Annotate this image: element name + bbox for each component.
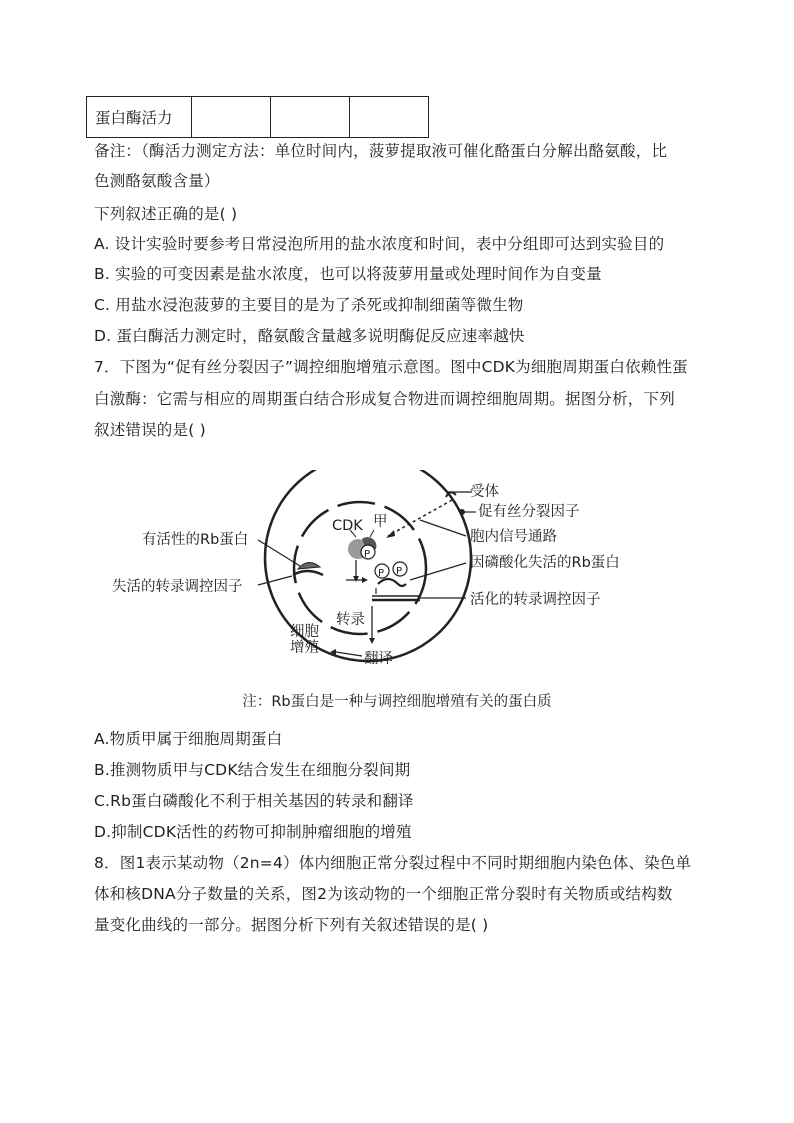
table-cell [271, 97, 350, 138]
jia-pointer [370, 530, 374, 537]
phosphate-label: P [364, 549, 371, 560]
enzyme-activity-table [86, 96, 429, 138]
q6-option-a: A. 设计实验时要参考日常浸泡所用的盐水浓度和时间，表中分组即可达到实验目的 [94, 235, 665, 253]
phosphate-label: P [396, 566, 403, 577]
active-factor-label: 活化的转录调控因子 [470, 592, 601, 608]
table-row [87, 97, 429, 138]
arrow-head [362, 577, 368, 583]
q6-note-line1: 备注：（酶活力测定方法：单位时间内，菠萝提取液可催化酪蛋白分解出酪氨酸，比 [94, 142, 668, 160]
phospho-rb-shape [378, 579, 406, 586]
active-rb-shape [298, 562, 320, 569]
signal-pathway-arrow [388, 500, 452, 536]
translation-label: 翻译 [364, 651, 393, 667]
arrow-head [369, 638, 375, 644]
q8-stem-line1: 8．图1表示某动物（2n=4）体内细胞正常分裂过程中不同时期细胞内染色体、染色单 [94, 854, 692, 872]
mitogen-dot [459, 509, 465, 515]
receptor-label: 受体 [470, 484, 499, 500]
arrow-head [353, 576, 359, 582]
signal-pathway-label: 胞内信号通路 [470, 529, 557, 545]
cell-proliferation-label-1: 细胞 [290, 624, 319, 640]
cell-proliferation-diagram [100, 470, 660, 670]
q7-option-a: A.物质甲属于细胞周期蛋白 [94, 730, 283, 748]
q7-stem-line1: 7．下图为“促有丝分裂因子”调控细胞增殖示意图。图中CDK为细胞周期蛋白依赖性蛋 [94, 358, 688, 376]
q7-option-c: C.Rb蛋白磷酸化不利于相关基因的转录和翻译 [94, 792, 414, 810]
q8-stem-line3: 量变化曲线的一部分。据图分析下列有关叙述错误的是( ) [94, 916, 489, 934]
q7-stem-line2: 白激酶：它需与相应的周期蛋白结合形成复合物进而调控细胞周期。据图分析，下列 [94, 390, 675, 408]
table-cell [350, 97, 429, 138]
table-row-label: 蛋白酶活力 [87, 97, 192, 138]
jia-label: 甲 [373, 514, 388, 530]
transcription-label: 转录 [336, 612, 365, 628]
inactive-factor-pointer [258, 576, 292, 585]
q6-option-b: B. 实验的可变因素是盐水浓度，也可以将菠萝用量或处理时间作为自变量 [94, 265, 602, 283]
q7-option-d: D.抑制CDK活性的药物可抑制肿瘤细胞的增殖 [94, 823, 412, 841]
figure-caption: 注：Rb蛋白是一种与调控细胞增殖有关的蛋白质 [242, 694, 552, 710]
mitogen-label: 促有丝分裂因子 [478, 504, 580, 520]
inactive-factor-label: 失活的转录调控因子 [112, 579, 243, 595]
q6-note-line2: 色测酪氨酸含量） [94, 172, 220, 190]
q6-stem: 下列叙述正确的是( ) [94, 205, 238, 223]
q8-stem-line2: 体和核DNA分子数量的关系，图2为该动物的一个细胞正常分裂时有关物质或结构数 [94, 885, 673, 903]
q7-option-b: B.推测物质甲与CDK结合发生在细胞分裂间期 [94, 761, 411, 779]
q6-option-d: D. 蛋白酶活力测定时，酪氨酸含量越多说明酶促反应速率越快 [94, 327, 525, 345]
cell-proliferation-label-2: 增殖 [290, 640, 319, 656]
arrow-head [386, 530, 395, 538]
phosphate-label: P [378, 568, 385, 579]
inactive-factor-shape [293, 571, 323, 575]
q6-option-c: C. 用盐水浸泡菠萝的主要目的是为了杀死或抑制细菌等微生物 [94, 296, 524, 314]
proliferation-arrow [336, 652, 362, 656]
phospho-rb-pointer [410, 563, 466, 580]
pathway-label-pointer [420, 520, 466, 536]
table-cell [192, 97, 271, 138]
cdk-label: CDK [332, 518, 363, 534]
q7-stem-line3: 叙述错误的是( ) [94, 421, 206, 439]
active-rb-label: 有活性的Rb蛋白 [142, 532, 249, 548]
phospho-rb-label: 因磷酸化失活的Rb蛋白 [470, 555, 620, 571]
